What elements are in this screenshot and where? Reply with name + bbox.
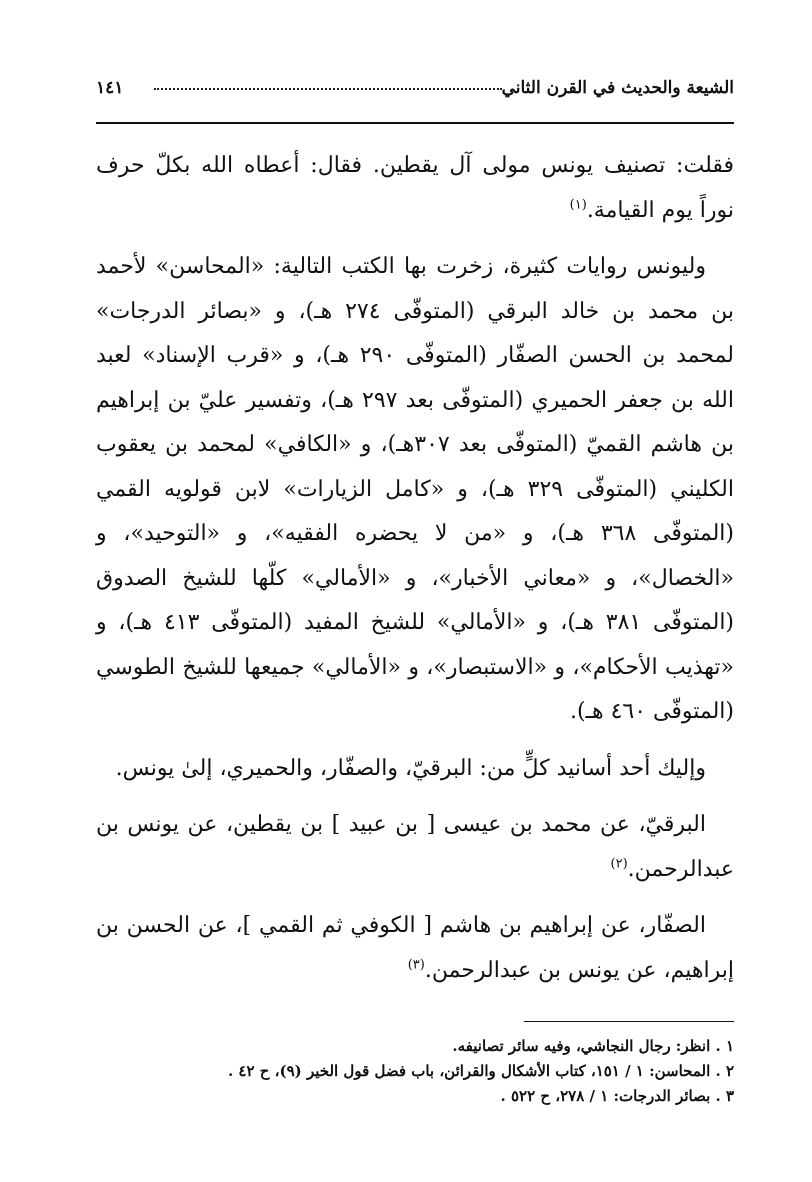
paragraph-1 [96, 144, 734, 233]
paragraph-2-text: وليونس روايات كثيرة، زخرت بها الكتب التالية: «المحاسن» لأحمد بن محمد بن خالد البرقي (المتوفّى ٢٧٤ هـ)، و «بصائر الدرجات» لمحمد بن الحسن الصفّار (المتوفّى ٢٩٠ هـ)، و «قرب الإسناد» لعبد الله بن جعفر الحميري (المتوفّى بعد ٢٩٧ هـ)، وتفسير عليّ بن إبراهيم بن هاشم القميّ (المتوفّى بعد ٣٠٧هـ)، و «الكافي» لمحمد بن يعقوب الكليني (المتوفّى ٣٢٩ هـ)، و «كامل الزيارات» لابن قولويه القمي (المتوفّى ٣٦٨ هـ)، و «من لا يحضره الفقيه»، و «التوحيد»، و «الخصال»، و «معاني الأخبار»، و «الأمالي» كلّها للشيخ الصدوق (المتوفّى ٣٨١ هـ)، و «الأمالي» للشيخ المفيد (المتوفّى ٤١٣ هـ)، و «تهذيب الأحكام»، و «الاستبصار»، و «الأمالي» جميعها للشيخ الطوسي (المتوفّى ٤٦٠ هـ). [96, 254, 735, 724]
footnote-ref-1: (١) [569, 197, 587, 213]
paragraph-2 [96, 245, 734, 735]
footnote-ref-2: (٢) [610, 856, 628, 872]
paragraph-1-text: فقلت: تصنيف يونس مولى آل يقطين. فقال: أعطاه الله بكلّ حرف نوراً يوم القيامة. [96, 153, 734, 223]
footnote-3: ٣ . بصائر الدرجات: ١ / ٢٧٨، ح ٥٢٢ . [500, 1087, 734, 1105]
footnote-ref-3: (٣) [407, 957, 425, 973]
running-header-title: الشيعة والحديث في القرن الثاني [501, 78, 734, 98]
body-text [96, 144, 734, 993]
header-dotted-leader [154, 88, 502, 90]
book-page [96, 70, 734, 1109]
paragraph-5 [96, 904, 734, 993]
header-rule [96, 122, 734, 124]
paragraph-4 [96, 803, 734, 892]
paragraph-4-text: البرقيّ، عن محمد بن عيسى [ بن عبيد ] بن يقطين، عن يونس بن عبدالرحمن. [96, 812, 734, 882]
footnote-2: ٢ . المحاسن: ١ / ١٥١، كتاب الأشكال والقرائن، باب فضل قول الخير (٩)، ح ٤٢ . [227, 1062, 734, 1080]
footnote-rule [524, 1021, 734, 1022]
page-number: ١٤١ [96, 78, 124, 98]
footnote-1: ١ . انظر: رجال النجاشي، وفيه سائر تصانيفه. [452, 1037, 734, 1055]
footnotes [96, 1034, 734, 1109]
paragraph-3-text: وإليك أحد أسانيد كلٍّ من: البرقيّ، والصفّار، والحميري، إلىٰ يونس. [115, 755, 706, 781]
paragraph-5-text: الصفّار، عن إبراهيم بن هاشم [ الكوفي ثم القمي ]، عن الحسن بن إبراهيم، عن يونس بن عبدالرحمن. [96, 913, 734, 983]
paragraph-3 [96, 747, 734, 792]
running-header [96, 70, 734, 106]
